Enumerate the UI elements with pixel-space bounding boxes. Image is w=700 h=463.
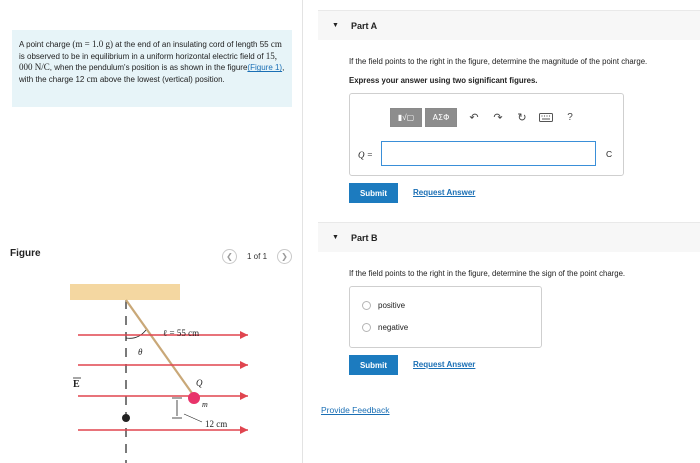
point-charge <box>188 392 200 404</box>
unit-cm: cm <box>270 39 282 49</box>
problem-text-4: , when the pendulum's position is as shown in the figure <box>49 63 248 73</box>
collapse-triangle-icon[interactable]: ▼ <box>332 22 339 29</box>
field-expression: 15, 000 N/C <box>19 50 278 73</box>
arrow-head-4 <box>240 426 248 434</box>
part-a-instruction: Express your answer using two significant figures. <box>349 76 538 85</box>
part-b-header[interactable] <box>318 222 700 252</box>
radio-positive[interactable] <box>362 301 371 310</box>
figure-link[interactable]: (Figure 1) <box>247 63 283 73</box>
problem-statement <box>12 30 292 107</box>
ceiling <box>70 284 180 300</box>
mass-label: m <box>202 400 208 409</box>
arrow-head-1 <box>240 331 248 339</box>
arrow-head-3 <box>240 392 248 400</box>
theta-label: θ <box>138 347 143 357</box>
request-answer-link[interactable]: Request Answer <box>413 188 476 197</box>
panel-divider <box>302 0 303 463</box>
problem-text-2: at the end of an insulating cord of length 55 <box>112 40 271 49</box>
option-positive-label: positive <box>378 301 406 310</box>
undo-icon[interactable]: ↶ <box>469 112 479 124</box>
help-icon[interactable]: ? <box>567 112 573 123</box>
charge-answer-input[interactable] <box>381 141 596 166</box>
page-count: 1 of 1 <box>247 252 268 261</box>
part-a-title: Part A <box>350 20 378 31</box>
math-toolbar <box>390 108 580 127</box>
option-negative[interactable] <box>362 323 408 332</box>
pendulum-cord <box>126 300 194 396</box>
part-a-question: If the field points to the right in the figure, determine the magnitude of the point charge. <box>349 57 648 66</box>
option-negative-label: negative <box>378 323 409 332</box>
radio-negative[interactable] <box>362 323 371 332</box>
symbols-button[interactable]: ΑΣΦ <box>425 108 457 127</box>
templates-button[interactable]: ▮√▢ <box>390 108 422 127</box>
part-b-title: Part B <box>350 232 378 243</box>
sign-options <box>349 286 542 348</box>
length-label: ℓ = 55 cm <box>163 328 200 338</box>
option-positive[interactable] <box>362 301 405 310</box>
mass-expression: (m = 1.0 g) <box>72 39 113 49</box>
unit-label: C <box>606 149 613 159</box>
problem-text-1: A point charge <box>19 40 73 49</box>
figure-pager <box>222 249 292 264</box>
charge-label: Q <box>196 378 203 388</box>
submit-button[interactable]: Submit <box>349 183 398 203</box>
provide-feedback-link[interactable]: Provide Feedback <box>321 405 390 415</box>
dimension-leader <box>184 414 202 422</box>
answer-label: Q = <box>358 150 373 160</box>
problem-text-6: above the lowest (vertical) position. <box>97 74 225 84</box>
figure-title: Figure <box>10 248 41 259</box>
reset-icon[interactable]: ↻ <box>517 112 527 124</box>
keyboard-icon[interactable] <box>536 108 556 127</box>
part-a-header[interactable] <box>318 10 700 40</box>
lowest-position-dot <box>122 414 130 422</box>
redo-icon[interactable]: ↷ <box>493 112 503 124</box>
height-label: 12 cm <box>205 419 228 429</box>
pendulum-figure <box>60 278 260 463</box>
chevron-left-icon[interactable]: ❮ <box>222 249 237 264</box>
arrow-head-2 <box>240 361 248 369</box>
field-label: E <box>73 379 80 390</box>
request-answer-link[interactable]: Request Answer <box>413 360 476 369</box>
part-b-question: If the field points to the right in the figure, determine the sign of the point charge. <box>349 269 626 278</box>
unit-cm-2: cm <box>86 73 98 84</box>
chevron-right-icon[interactable]: ❯ <box>277 249 292 264</box>
problem-text-3: is observed to be in equilibrium in a uniform horizontal electric field of <box>19 51 266 61</box>
angle-arc <box>126 330 146 338</box>
problem-text-5: , with the charge 12 <box>19 63 285 84</box>
answer-box <box>349 93 624 176</box>
submit-button[interactable]: Submit <box>349 355 398 375</box>
collapse-triangle-icon[interactable]: ▼ <box>332 234 339 241</box>
